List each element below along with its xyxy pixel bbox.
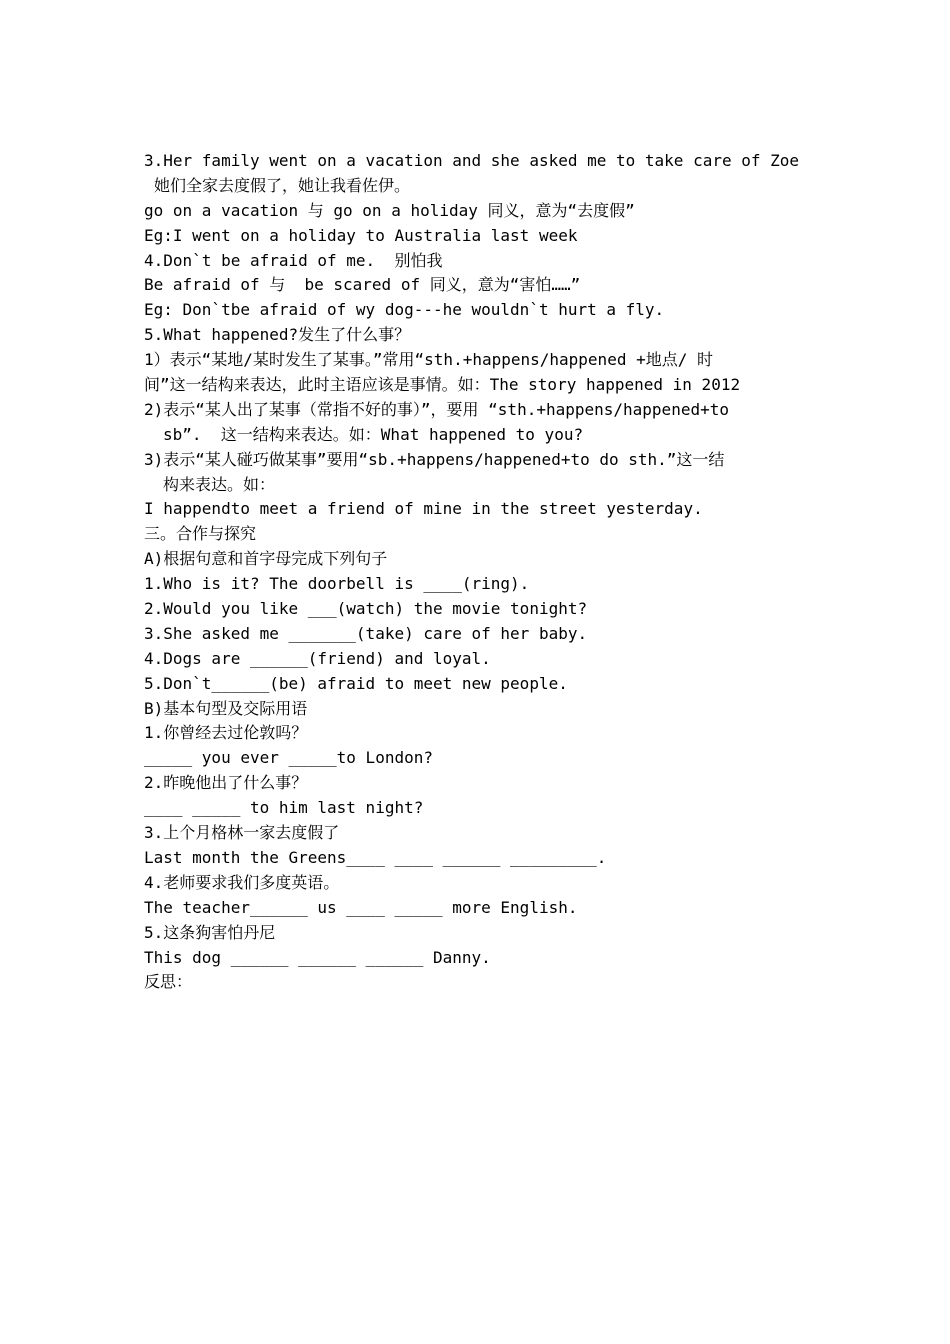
note-5-usage-3-line-2: 构来表达。如： — [163, 474, 276, 494]
part-a-heading: A)根据句意和首字母完成下列句子 — [144, 549, 388, 569]
exercise-b-4-prompt: 4.老师要求我们多度英语。 — [144, 872, 340, 892]
exercise-a-1: 1.Who is it? The doorbell is ____(ring). — [144, 574, 530, 594]
note-4-explanation: Be afraid of 与 be scared of 同义，意为“害怕……” — [144, 275, 581, 295]
exercise-b-3-blank: Last month the Greens____ ____ ______ _________. — [144, 847, 607, 867]
note-5-usage-1-line-2: 间”这一结构来表达，此时主语应该是事情。如：The story happened in 2012 — [144, 375, 741, 395]
part-b-heading: B)基本句型及交际用语 — [144, 698, 308, 718]
note-5-usage-2-line-2: sb”. 这一结构来表达。如：What happened to you? — [163, 424, 584, 444]
exercise-a-4: 4.Dogs are ______(friend) and loyal. — [144, 648, 491, 668]
exercise-a-5: 5.Don`t______(be) afraid to meet new people. — [144, 673, 568, 693]
exercise-b-5-blank: This dog ______ ______ ______ Danny. — [144, 947, 491, 967]
note-5-usage-3-line-1: 3)表示“某人碰巧做某事”要用“sb.+happens/happened+to do sth.”这一结 — [144, 449, 725, 469]
exercise-b-1-prompt: 1.你曾经去过伦敦吗？ — [144, 723, 308, 743]
note-5-usage-3-example: I happendto meet a friend of mine in the street yesterday. — [144, 499, 703, 519]
exercise-b-3-prompt: 3.上个月格林一家去度假了 — [144, 823, 340, 843]
note-4-example: Eg: Don`tbe afraid of wy dog---he wouldn`t hurt a fly. — [144, 300, 665, 320]
document-page — [144, 149, 820, 995]
note-5-sentence: 5.What happened?发生了什么事？ — [144, 325, 411, 345]
exercise-b-2-blank: ____ _____ to him last night? — [144, 798, 424, 818]
note-3-translation: 她们全家去度假了，她让我看佐伊。 — [154, 175, 411, 195]
note-3-example: Eg:I went on a holiday to Australia last week — [144, 225, 578, 245]
reflection-label: 反思： — [144, 972, 193, 992]
note-3-sentence: 3.Her family went on a vacation and she asked me to take care of Zoe — [144, 151, 800, 170]
note-5-usage-1-line-1: 1）表示“某地/某时发生了某事。”常用“sth.+happens/happened +地点/ 时 — [144, 350, 713, 370]
section-3-heading: 三。合作与探究 — [144, 524, 257, 544]
exercise-a-2: 2.Would you like ___(watch) the movie tonight? — [144, 599, 588, 619]
note-5-usage-2-line-1: 2)表示“某人出了某事（常指不好的事）”，要用 “sth.+happens/happened+to — [144, 399, 729, 419]
exercise-b-1-blank: _____ you ever _____to London? — [144, 748, 433, 768]
exercise-a-3: 3.She asked me _______(take) care of her baby. — [144, 623, 588, 643]
note-3-explanation: go on a vacation 与 go on a holiday 同义，意为“去度假” — [144, 200, 635, 220]
note-4-sentence: 4.Don`t be afraid of me. 别怕我 — [144, 250, 443, 270]
exercise-b-4-blank: The teacher______ us ____ _____ more English. — [144, 897, 578, 917]
exercise-b-2-prompt: 2.昨晚他出了什么事？ — [144, 773, 308, 793]
exercise-b-5-prompt: 5.这条狗害怕丹尼 — [144, 922, 276, 942]
